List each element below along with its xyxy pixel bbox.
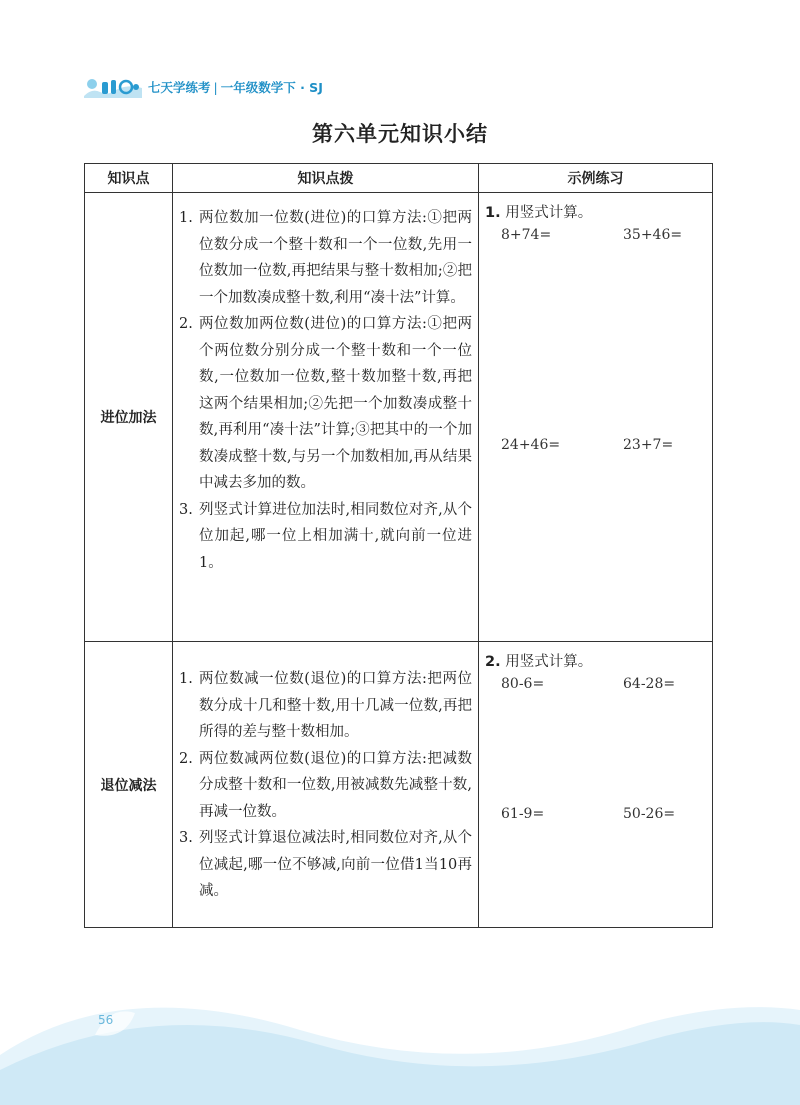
practice-cell xyxy=(479,193,713,642)
header-knowledge-tips: 知识点拨 xyxy=(173,164,479,193)
tip-item: 2. 两位数减两位数(退位)的口算方法:把减数分成整十数和一位数,用被减数先减整十数,再减一位数。 xyxy=(179,750,472,820)
tip-item: 1. 两位数减一位数(退位)的口算方法:把两位数分成十几和整十数,用十几减一位数,再把所得的差与整十数相加。 xyxy=(179,671,472,740)
tip-item: 2. 两位数加两位数(进位)的口算方法:①把两个两位数分别分成一个整十数和一个一位数,一位数加一位数,整十数加整十数,再把这两个结果相加;②先把一个加数凑成整十数,再利用“凑十法”计算;③把其中的一个加数凑成整十数,与另一个加数相加,再从结果中减去多加的数。 xyxy=(179,316,472,491)
practice-title: 1. 用竖式计算。 xyxy=(485,205,593,221)
practice-equation: 50-26= xyxy=(623,806,676,822)
practice-equation: 23+7= xyxy=(623,437,674,453)
practice-cell xyxy=(479,642,713,928)
table-header-row xyxy=(85,164,713,193)
summary-table xyxy=(84,163,713,928)
tip-item: 3. 列竖式计算进位加法时,相同数位对齐,从个位加起,哪一位上相加满十,就向前一位进1。 xyxy=(179,501,472,571)
table-row xyxy=(85,642,713,928)
page-header xyxy=(82,74,323,100)
header-knowledge-point: 知识点 xyxy=(85,164,173,193)
wave-decoration xyxy=(0,985,800,1105)
practice-equation: 8+74= xyxy=(501,227,552,243)
series-logo-icon xyxy=(82,74,144,100)
practice-equation: 64-28= xyxy=(623,676,676,692)
tip-item: 1. 两位数加一位数(进位)的口算方法:①把两位数分成一个整十数和一个一位数,先用一位数加一位数,再把结果与整十数相加;②把一个加数凑成整十数,利用“凑十法”计算。 xyxy=(179,210,472,306)
category-cell: 进位加法 xyxy=(85,193,173,642)
header-practice: 示例练习 xyxy=(479,164,713,193)
subject-name: 一年级数学下 · SJ xyxy=(220,80,323,95)
series-name: 七天学练考 xyxy=(148,80,211,95)
practice-equation: 80-6= xyxy=(501,676,545,692)
practice-title: 2. 用竖式计算。 xyxy=(485,654,593,670)
header-title: 七天学练考 | 一年级数学下 · SJ xyxy=(148,80,323,95)
table-row xyxy=(85,193,713,642)
category-cell: 退位减法 xyxy=(85,642,173,928)
page-number: 56 xyxy=(98,1013,114,1027)
practice-equation: 35+46= xyxy=(623,227,683,243)
tips-cell xyxy=(173,642,479,928)
practice-equation: 24+46= xyxy=(501,437,561,453)
tip-item: 3. 列竖式计算退位减法时,相同数位对齐,从个位减起,哪一位不够减,向前一位借1当10再减。 xyxy=(179,830,472,899)
practice-equation: 61-9= xyxy=(501,806,545,822)
tips-cell xyxy=(173,193,479,642)
page-title: 第六单元知识小结 xyxy=(312,122,488,146)
